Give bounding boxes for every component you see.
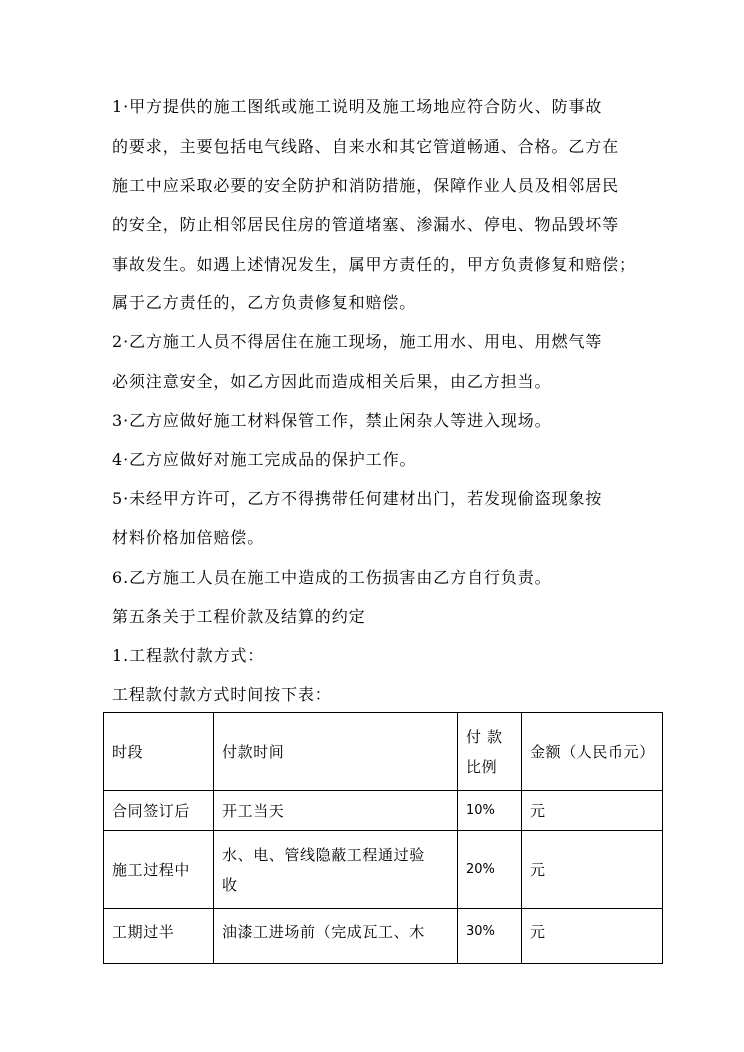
cell-ratio: 20% xyxy=(458,831,522,909)
header-ratio xyxy=(458,713,522,791)
paragraph-line: 4·乙方应做好对施工完成品的保护工作。 xyxy=(112,450,417,469)
cell-ratio: 10% xyxy=(458,791,522,831)
header-ratio-line1: 付 款 xyxy=(466,727,503,746)
subsection-heading: 1.工程款付款方式： xyxy=(112,646,265,665)
paragraph-line: 属于乙方责任的，乙方负责修复和赔偿。 xyxy=(112,293,417,312)
cell-period: 合同签订后 xyxy=(104,791,214,831)
cell-time: 开工当天 xyxy=(214,791,458,831)
table-header-row xyxy=(104,713,663,791)
cell-period: 施工过程中 xyxy=(104,831,214,909)
table-row xyxy=(104,791,663,831)
table-row xyxy=(104,831,663,909)
header-amount: 金额（人民币元） xyxy=(522,713,663,791)
paragraph-line: 3·乙方应做好施工材料保管工作，禁止闲杂人等进入现场。 xyxy=(112,411,552,430)
paragraph-line: 必须注意安全，如乙方因此而造成相关后果，由乙方担当。 xyxy=(112,372,552,391)
paragraph-line: 6.乙方施工人员在施工中造成的工伤损害由乙方自行负责。 xyxy=(112,568,552,587)
header-time: 付款时间 xyxy=(214,713,458,791)
cell-amount: 元 xyxy=(522,791,663,831)
header-ratio-line2: 比例 xyxy=(466,757,498,776)
paragraph-line: 1·甲方提供的施工图纸或施工说明及施工场地应符合防火、防事故 xyxy=(112,97,603,116)
paragraph-line: 5·未经甲方许可，乙方不得携带任何建材出门，若发现偷盗现象按 xyxy=(112,489,603,508)
paragraph-line: 材料价格加倍赔偿。 xyxy=(112,528,265,547)
payment-schedule-table xyxy=(103,712,663,964)
paragraph-line: 2·乙方施工人员不得居住在施工现场，施工用水、用电、用燃气等 xyxy=(112,332,603,351)
section-heading: 第五条关于工程价款及结算的约定 xyxy=(112,607,366,626)
cell-amount: 元 xyxy=(522,909,663,964)
cell-period: 工期过半 xyxy=(104,909,214,964)
header-period: 时段 xyxy=(104,713,214,791)
cell-time xyxy=(214,831,458,909)
cell-amount: 元 xyxy=(522,831,663,909)
paragraph-line: 的要求，主要包括电气线路、自来水和其它管道畅通、合格。乙方在 xyxy=(112,137,620,156)
table-caption: 工程款付款方式时间按下表： xyxy=(112,685,332,704)
cell-time: 油漆工进场前（完成瓦工、木 xyxy=(214,909,458,964)
cell-time-line1: 水、电、管线隐蔽工程通过验 xyxy=(222,845,425,864)
cell-time-line2: 收 xyxy=(222,875,238,894)
cell-ratio: 30% xyxy=(458,909,522,964)
paragraph-line: 的安全，防止相邻居民住房的管道堵塞、渗漏水、停电、物品毁坏等 xyxy=(112,215,620,234)
paragraph-line: 施工中应采取必要的安全防护和消防措施，保障作业人员及相邻居民 xyxy=(112,176,620,195)
paragraph-line: 事故发生。如遇上述情况发生，属甲方责任的，甲方负责修复和赔偿； xyxy=(112,255,636,274)
table-row xyxy=(104,909,663,964)
